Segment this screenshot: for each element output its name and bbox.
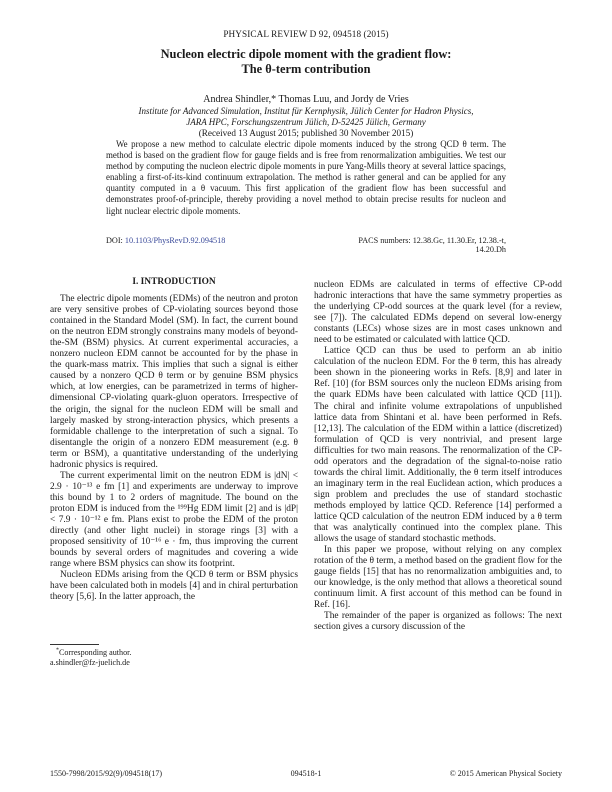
footnote [50,648,131,668]
pacs-numbers: PACS numbers: 12.38.Gc, 11.30.Er, 12.38.-t, 14.20.Dh [358,236,506,254]
footnote-text: Corresponding author. [59,648,132,657]
journal-header: PHYSICAL REVIEW D 92, 094518 (2015) [223,29,389,39]
title-line-1: Nucleon electric dipole moment with the gradient flow: [160,47,452,61]
affiliation-line-1: Institute for Advanced Simulation, Institut für Kernphysik, Jülich Center for Hadron Physics, [138,106,474,116]
paper-title [0,47,612,77]
received-dates: (Received 13 August 2015; published 30 November 2015) [198,128,414,138]
paragraph: Nucleon EDMs arising from the QCD θ term or BSM physics have been calculated both in models [4] and in chiral perturbation theory [5,6]. In the latter approach, the [50,570,298,603]
authors: Andrea Shindler,* Thomas Luu, and Jordy de Vries [203,94,409,105]
doi-link[interactable]: 10.1103/PhysRevD.92.094518 [124,236,226,245]
footer-page-number: 094518-1 [290,769,322,778]
column-right [314,280,562,634]
paragraph: The electric dipole moments (EDMs) of the neutron and proton are very sensitive probes of CP-violating sources beyond those contained in the Standard Model (SM). In fact, the current bound on the neutron EDM strongly constrains many models of beyond-the-SM (BSM) physics. At current experimental accuracies, a nonzero nucleon EDM cannot be accounted for by the phase in the quark-mass matrix. This implies that such a signal is either caused by a nonzero QCD θ term or by genuine BSM physics which, at low energies, can be parametrized in terms of higher-dimensional CP-violating quark-gluon operators. Irrespective of the origin, the signal for the nucleon EDM will be small and largely masked by strong-interaction physics, which presents a formidable challenge to the interpretation of such a signal. To disentangle the origin of a nonzero EDM measurement (e.g. θ term or BSM), a quantitative understanding of the underlying hadronic physics is required. [50,294,298,470]
title-line-2: The θ-term contribution [241,62,371,76]
section-heading: I. INTRODUCTION [132,277,216,287]
paragraph: The current experimental limit on the neutron EDM is |dN| < 2.9 · 10⁻¹³ e fm [1] and experiments are underway to improve this bound by 1 to 2 orders of magnitude. The bound on the proton EDM is induced from the ¹⁹⁹Hg EDM limit [2] and is |dP| < 7.9 · 10⁻¹² e fm. Plans exist to probe the EDM of the proton directly (and other light nuclei) in storage rings [3] with a proposed sensitivity of 10⁻¹⁶ e · fm, thus improving the current bounds by several orders of magnitudes and covering a wide range where BSM physics can show its footprint. [50,470,298,570]
affiliation [0,106,612,128]
paragraph: In this paper we propose, without relying on any complex rotation of the θ term, a method based on the gradient flow for the gauge fields [15] that has no renormalization ambiguities and, to our knowledge, is the only method that allows a theoretical sound continuum limit. A first account of this method can be found in Ref. [16]. [314,545,562,611]
paragraph: nucleon EDMs are calculated in terms of effective CP-odd hadronic interactions that have the same symmetry properties as the underlying CP-odd sources at the quark level (for a review, see [7]). The calculated EDMs depend on several low-energy constants (LECs) whose sizes are in most cases unknown and need to be estimated or calculated with lattice QCD. [314,280,562,346]
paragraph: The remainder of the paper is organized as follows: The next section gives a cursory discussion of the [314,611,562,633]
column-left [50,277,298,603]
footer-copyright: © 2015 American Physical Society [449,769,562,778]
footnote-divider [50,644,99,645]
abstract: We propose a new method to calculate electric dipole moments induced by the strong QCD θ term. The method is based on the gradient flow for gauge fields and is free from renormalization ambiguities. We test our method by computing the nucleon electric dipole moments in pure Yang-Mills theory at several lattice spacings, enabling a first-of-its-kind continuum extrapolation. The method is rather general and can be applied for any quantity computed in a θ vacuum. This first application of the gradient flow has been successful and demonstrates proof-of-principle, thereby providing a novel method to obtain precise results for nucleon and light nuclear electric dipole moments. [106,139,506,216]
footnote-email[interactable]: a.shindler@fz-juelich.de [50,658,130,667]
paragraph: Lattice QCD can thus be used to perform an ab initio calculation of the nucleon EDM. For the θ term, this has already been shown in the pioneering works in Refs. [8,9] and later in Ref. [10] (for BSM sources only the nucleon EDMs arising from the quark EDMs have been calculated with lattice QCD [11]). The chiral and infinite volume extrapolations of unpublished lattice data from Shintani et al. have been performed in Refs. [12,13]. The calculation of the EDM within a lattice (discretized) formulation of QCD is very nontrivial, and present large difficulties for two main reasons. The renormalization of the CP-odd operators and the degradation of the signal-to-noise ratio towards the chiral limit. Additionally, the θ term itself introduces an imaginary term in the real Euclidean action, which produces a sign problem and precludes the use of standard stochastic methods employed by lattice QCD. Reference [14] performed a lattice QCD calculation of the neutron EDM induced by a θ term that was analytically continued into the complex plane. This allows the usage of standard stochastic methods. [314,346,562,545]
doi-label: DOI: [106,236,123,245]
footnote-mark: * [56,647,59,654]
affiliation-line-2: JARA HPC, Forschungszentrum Jülich, D-52425 Jülich, Germany [186,117,426,127]
doi [106,236,225,245]
footer-issn: 1550-7998/2015/92(9)/094518(17) [50,769,162,778]
